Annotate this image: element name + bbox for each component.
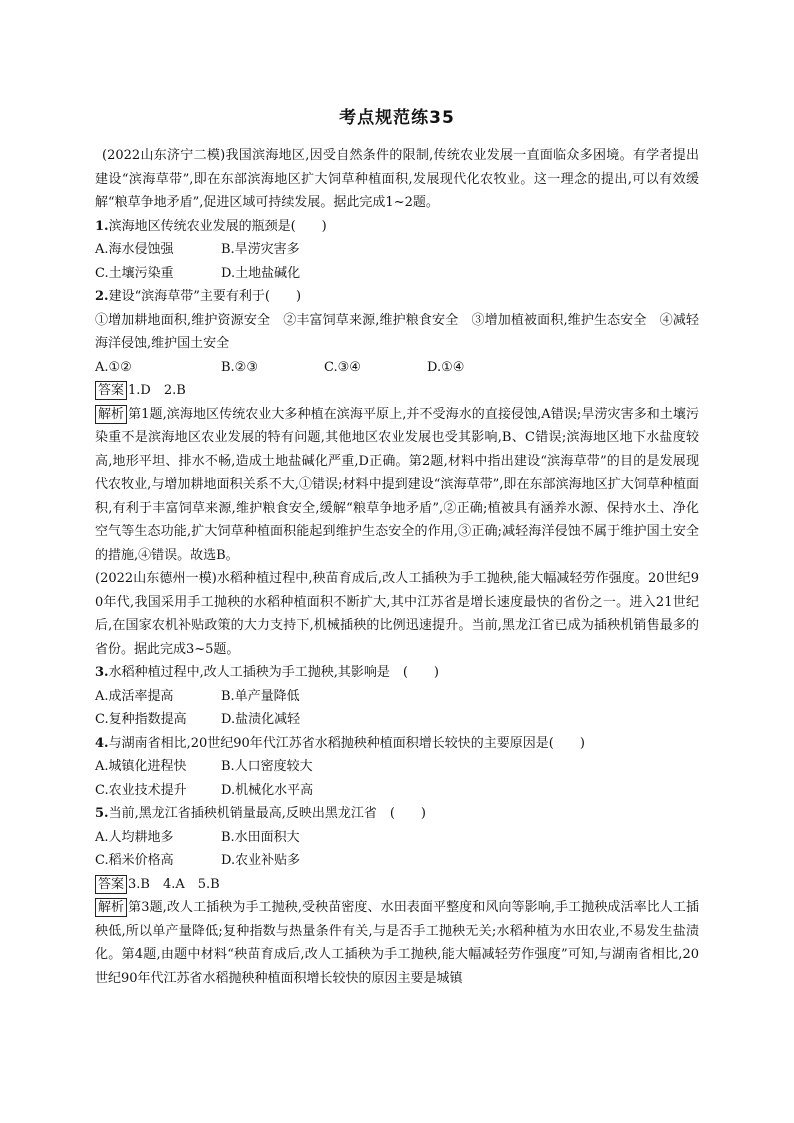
question-3-option-b[interactable]: B.单产量降低	[221, 688, 300, 704]
question-3-options-row-1	[95, 685, 699, 709]
question-4	[95, 732, 699, 756]
question-4-option-d[interactable]: D.机械化水平高	[221, 782, 314, 798]
question-1	[95, 215, 699, 239]
question-3-option-d[interactable]: D.盐渍化减轻	[221, 712, 301, 727]
group1-intro: (2022山东济宁二模)我国滨海地区,因受自然条件的限制,传统农业发展一直面临众多困境。有学者提出建设“滨海草带”,即在东部滨海地区扩大饲草种植面积,发展现代化农牧业。这一理念的提出,可以有效缓解“粮草争地矛盾”,促进区域可持续发展。据此完成1~2题。	[95, 148, 699, 210]
answer-block-2	[95, 873, 699, 897]
analysis-block-2	[95, 896, 699, 990]
question-1-option-a[interactable]: A.海水侵蚀强	[95, 242, 174, 257]
question-3-option-c[interactable]: C.复种指数提高	[95, 712, 187, 727]
question-2-option-b[interactable]: B.②③	[221, 359, 258, 375]
question-5-options-row-2	[95, 849, 699, 873]
question-2-statements: ①增加耕地面积,维护资源安全 ②丰富饲草来源,维护粮食安全 ③增加植被面积,维护生态安全 ④减轻海洋侵蚀,维护国土安全	[95, 312, 699, 351]
analysis-text: 第1题,滨海地区传统农业大多种植在滨海平原上,并不受海水的直接侵蚀,A错误;旱涝灾害多和土壤污染重不是滨海地区农业发展的特有问题,其他地区农业发展也受其影响,B、C错误;滨海地区地下水盐度较高,地形平坦、排水不畅,造成土地盐碱化严重,D正确。第2题,材料中指出建设“滨海草带”的目的是发展现代农牧业,与增加耕地面积关系不大,①错误;材料中提到建设“滨海草带”,即在东部滨海地区扩大饲草种植面积,有利于丰富饲草来源,维护粮食安全,缓解“粮草争地矛盾”,②正确;植被具有涵养水源、保持水土、净化空气等生态功能,扩大饲草种植面积能起到维护生态安全的作用,③正确;减轻海洋侵蚀不属于维护国土安全的措施,④错误。故选B。	[95, 406, 699, 563]
question-5-number: 5.	[95, 806, 109, 821]
analysis-text: 第3题,改人工插秧为手工抛秧,受秧苗密度、水田表面平整度和风向等影响,手工抛秧成活率比人工插秧低,所以单产量降低;复种指数与热量条件有关,与是否手工抛秧无关;水稻种植为水田农业,不易发生盐渍化。第4题,由题中材料“秧苗育成后,改人工插秧为手工抛秧,能大幅减轻劳作强度”可知,与湖南省相比,20世纪90年代江苏省水稻抛秧种植面积增长较快的原因主要是城镇	[95, 900, 699, 986]
question-1-options-row-2	[95, 262, 699, 286]
analysis-label: 解析	[95, 405, 127, 424]
question-1-option-d[interactable]: D.土地盐碱化	[221, 265, 301, 281]
page	[95, 106, 699, 990]
answer-text: 3.B 4.A 5.B	[128, 876, 220, 892]
question-5-option-d[interactable]: D.农业补贴多	[221, 853, 301, 868]
question-3	[95, 661, 699, 685]
question-1-option-c[interactable]: C.土壤污染重	[95, 265, 174, 281]
question-5-option-b[interactable]: B.水田面积大	[221, 829, 300, 845]
answer-text: 1.D 2.B	[128, 383, 186, 398]
question-1-option-b[interactable]: B.旱涝灾害多	[221, 242, 300, 257]
question-2-option-d[interactable]: D.①④	[427, 359, 465, 375]
question-4-stem: 与湖南省相比,20世纪90年代江苏省水稻抛秧种植面积增长较快的主要原因是( )	[108, 735, 585, 751]
answer-block-1	[95, 379, 699, 403]
question-5-options-row-1	[95, 826, 699, 850]
question-5-stem: 当前,黑龙江省插秧机销量最高,反映出黑龙江省 ( )	[108, 806, 426, 821]
question-2-option-a[interactable]: A.①②	[95, 359, 132, 375]
question-4-options-row-2	[95, 779, 699, 803]
question-1-options-row-1	[95, 238, 699, 262]
question-5-option-a[interactable]: A.人均耕地多	[95, 829, 174, 845]
answer-label: 答案	[95, 875, 127, 894]
page-title: 考点规范练35	[339, 108, 455, 128]
question-3-option-a[interactable]: A.成活率提高	[95, 688, 174, 704]
question-4-option-b[interactable]: B.人口密度较大	[221, 759, 313, 774]
question-2-option-c[interactable]: C.③④	[324, 359, 361, 375]
question-2-options-row	[95, 356, 699, 380]
question-4-option-c[interactable]: C.农业技术提升	[95, 782, 187, 798]
question-1-number: 1.	[95, 218, 109, 234]
question-4-options-row-1	[95, 755, 699, 779]
answer-label: 答案	[95, 381, 127, 400]
analysis-label: 解析	[95, 898, 127, 917]
question-3-stem: 水稻种植过程中,改人工插秧为手工抛秧,其影响是 ( )	[108, 665, 439, 680]
analysis-block-1	[95, 403, 699, 568]
group2-intro: (2022山东德州一模)水稻种植过程中,秧苗育成后,改人工插秧为手工抛秧,能大幅减轻劳作强度。20世纪90年代,我国采用手工抛秧的水稻种植面积不断扩大,其中江苏省是增长速度最快的省份之一。进入21世纪后,在国家农机补贴政策的大力支持下,机械插秧的比例迅速提升。当前,黑龙江省已成为插秧机销售最多的省份。据此完成3~5题。	[95, 571, 699, 657]
question-4-number: 4.	[95, 735, 109, 751]
question-5-option-c[interactable]: C.稻米价格高	[95, 853, 174, 868]
question-2-number: 2.	[95, 289, 109, 304]
question-2	[95, 285, 699, 309]
question-3-number: 3.	[95, 665, 109, 680]
question-4-option-a[interactable]: A.城镇化进程快	[95, 759, 187, 774]
question-1-stem: 滨海地区传统农业发展的瓶颈是( )	[108, 218, 327, 234]
question-3-options-row-2	[95, 708, 699, 732]
question-5	[95, 802, 699, 826]
question-2-stem: 建设“滨海草带”主要有利于( )	[108, 289, 302, 304]
